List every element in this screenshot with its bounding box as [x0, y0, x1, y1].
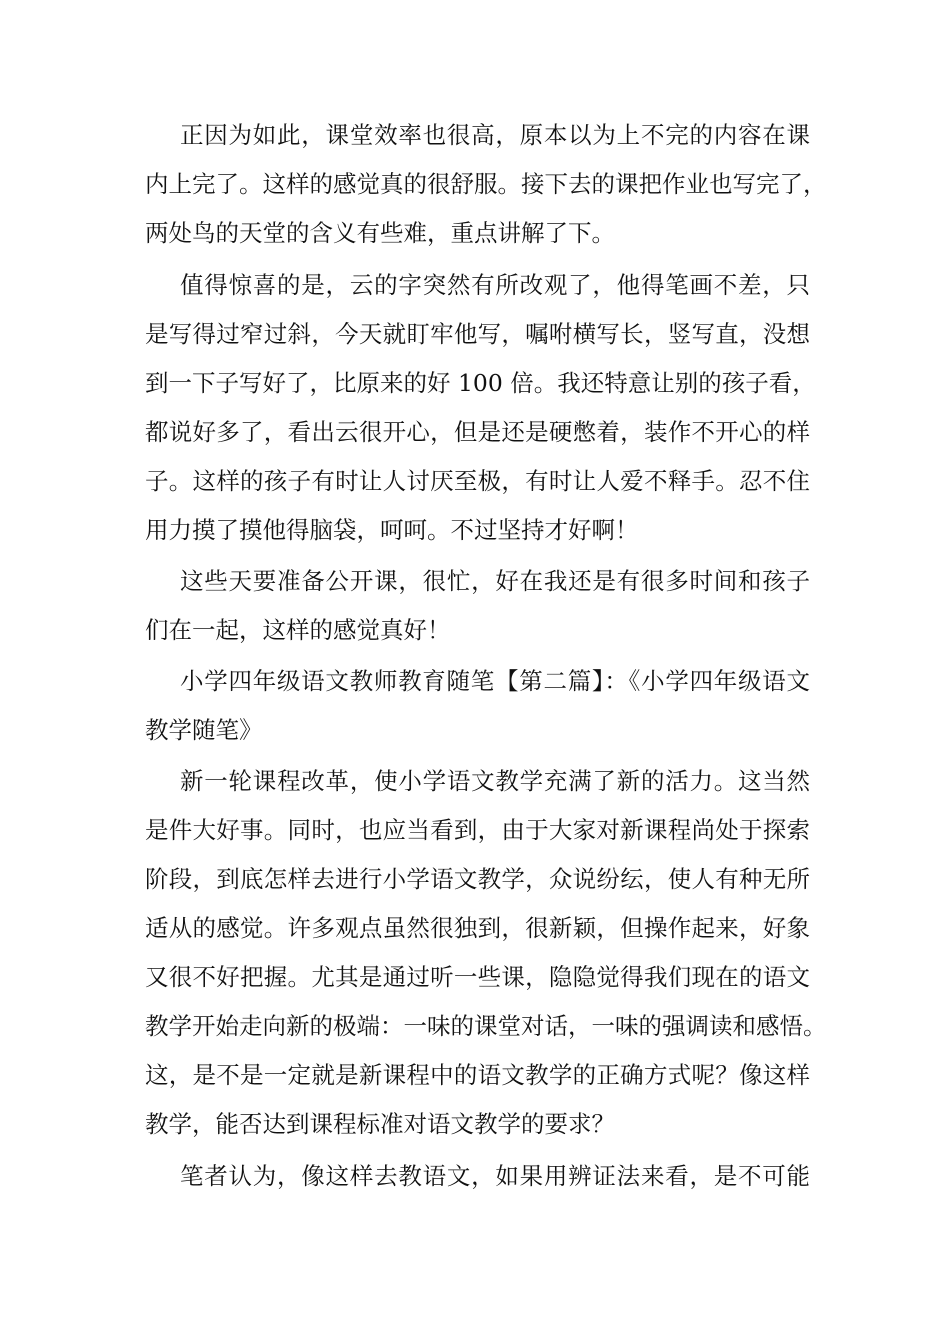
- paragraph-3-line-2: 们在一起，这样的感觉真好！: [145, 616, 451, 644]
- paragraph-4-line-2: 是件大好事。同时，也应当看到，由于大家对新课程尚处于探索: [145, 816, 810, 844]
- paragraph-1-line-3: 两处鸟的天堂的含义有些难，重点讲解了下。: [145, 219, 615, 247]
- paragraph-4-line-5: 又很不好把握。尤其是通过听一些课，隐隐觉得我们现在的语文: [145, 963, 810, 991]
- paragraph-1-line-2: 内上完了。这样的感觉真的很舒服。接下去的课把作业也写完了，: [145, 170, 827, 198]
- paragraph-4-line-7: 这，是不是一定就是新课程中的语文教学的正确方式呢？像这样: [145, 1061, 810, 1089]
- paragraph-4-line-1: 新一轮课程改革，使小学语文教学充满了新的活力。这当然: [180, 767, 810, 795]
- paragraph-2-line-1: 值得惊喜的是，云的字突然有所改观了，他得笔画不差，只: [180, 271, 810, 299]
- paragraph-5-line-1: 笔者认为，像这样去教语文，如果用辨证法来看，是不可能: [180, 1162, 810, 1190]
- paragraph-1-line-1: 正因为如此，课堂效率也很高，原本以为上不完的内容在课: [180, 121, 810, 149]
- section-heading-line-2: 教学随笔》: [145, 716, 263, 744]
- paragraph-2-line-4: 都说好多了，看出云很开心，但是还是硬憋着，装作不开心的样: [145, 418, 810, 446]
- paragraph-2-line-5: 子。这样的孩子有时让人讨厌至极，有时让人爱不释手。忍不住: [145, 467, 810, 495]
- paragraph-2-line-3: 到一下子写好了，比原来的好 100 倍。我还特意让别的孩子看，: [145, 369, 816, 397]
- section-heading-line-1: 小学四年级语文教师教育随笔【第二篇】：《小学四年级语文: [180, 667, 810, 695]
- paragraph-3-line-1: 这些天要准备公开课，很忙，好在我还是有很多时间和孩子: [180, 567, 810, 595]
- paragraph-2-line-6: 用力摸了摸他得脑袋，呵呵。不过坚持才好啊！: [145, 516, 639, 544]
- paragraph-4-line-4: 适从的感觉。许多观点虽然很独到，很新颖，但操作起来，好象: [145, 914, 810, 942]
- paragraph-4-line-8: 教学，能否达到课程标准对语文教学的要求？: [145, 1110, 615, 1138]
- paragraph-4-line-6: 教学开始走向新的极端：一味的课堂对话，一味的强调读和感悟。: [145, 1012, 827, 1040]
- paragraph-4-line-3: 阶段，到底怎样去进行小学语文教学，众说纷纭，使人有种无所: [145, 865, 810, 893]
- paragraph-2-line-2: 是写得过窄过斜，今天就盯牢他写，嘱咐横写长，竖写直，没想: [145, 320, 810, 348]
